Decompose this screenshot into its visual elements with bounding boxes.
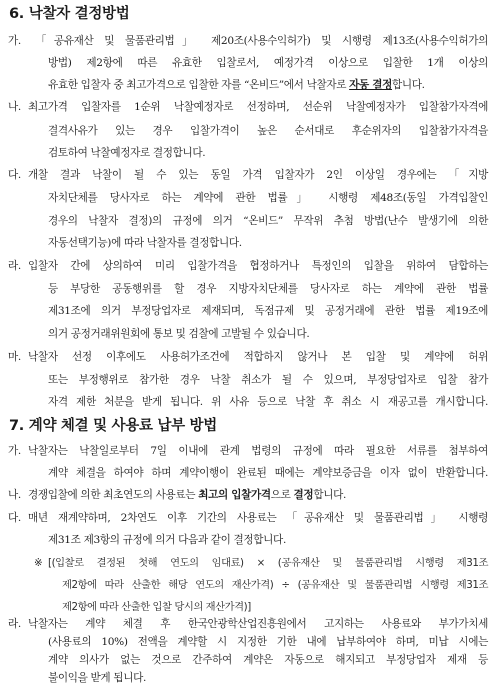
s7-note-line-1: ※ [(입찰로 결정된 첫해 연도의 임대료) × (공유재산 및 물품관리법 시행령 제31조 — [34, 557, 488, 569]
s6-item-ra-line-1: 라. 입찰자 간에 상의하여 미리 입찰가격을 협정하거나 특정인의 입찰을 위하여 담합하는 — [8, 260, 488, 272]
s6-item-ga-line-2: 방법) 제2항에 따른 유효한 입찰로서, 예정가격 이상으로 입찰한 1개 이상의 — [48, 57, 488, 69]
s7-item-ra-line-1: 라. 낙찰자는 계약 체결 후 한국안광학산업진흥원에서 고지하는 사용료와 부가가치세 — [8, 618, 488, 630]
item-marker: 나. — [8, 489, 21, 501]
item-marker: 다. — [8, 169, 21, 181]
emphasis-decision: 결정 — [293, 489, 314, 501]
s6-item-ga-line-3: 유효한 입찰자 중 최고가격으로 입찰한 자를 “온비드”에서 낙찰자로 자동 결정합니다. — [48, 79, 425, 91]
emphasis-auto-decision: 자동 결정 — [349, 79, 393, 91]
s7-item-ga-line-1: 가. 낙찰자는 낙찰일로부터 7일 이내에 관계 법령의 규정에 따라 필요한 서류를 첨부하여 — [8, 445, 488, 457]
s6-item-ma-line-3: 자격 제한 처분을 받게 됩니다. 위 사유 등으로 낙찰 후 취소 시 재공고를 개시합니다. — [48, 396, 488, 408]
s7-item-da-line-2: 제31조 제3항의 규정에 의거 다음과 같이 결정합니다. — [48, 534, 286, 546]
s6-item-ga-line-1: 가. 「공유재산 및 물품관리법」 제20조(사용수익허가) 및 시행령 제13조(사용수익허가의 — [8, 35, 488, 47]
s6-item-da-line-3: 경우의 낙찰자 결정)의 규정에 의거 “온비드” 무작위 추첨 방법(난수 발생기에 의한 — [48, 215, 488, 227]
s6-item-na-line-3: 검토하여 낙찰예정자로 결정합니다. — [48, 147, 206, 159]
emphasis-highest-bid: 최고의 입찰가격 — [198, 489, 271, 501]
s6-item-na-line-1: 나. 최고가격 입찰자를 1순위 낙찰예정자로 선정하며, 선순위 낙찰예정자가 입찰참가자격에 — [8, 101, 488, 113]
item-marker: 라. — [8, 260, 21, 272]
s7-note-line-3: 제2항에 따라 산출한 입찰 당시의 재산가격)] — [62, 601, 251, 613]
item-marker: 가. — [8, 35, 21, 47]
item-marker: 다. — [8, 512, 21, 524]
item-marker: 마. — [8, 351, 21, 363]
section-6-heading: 6. 낙찰자 결정방법 — [9, 6, 130, 22]
s7-item-da-line-1: 다. 매년 재계약하며, 2차연도 이후 기간의 사용료는 「공유재산 및 물품관리법」 시행령 — [8, 512, 488, 524]
item-marker: 가. — [8, 445, 21, 457]
s7-note-line-2: 제2항에 따라 산출한 해당 연도의 재산가격) ÷ (공유재산 및 물품관리법 시행령 제31조 — [62, 579, 488, 591]
s6-item-ra-line-3: 제31조에 의거 부정당업자로 제재되며, 독점규제 및 공정거래에 관한 법률 제19조에 — [48, 305, 488, 317]
s6-item-ra-line-2: 등 부당한 공동행위를 할 경우 지방자치단체를 당사자로 하는 계약에 관한 법률 — [48, 283, 488, 295]
s7-item-na-line-1: 나. 경쟁입찰에 의한 최초연도의 사용료는 최고의 입찰가격으로 결정합니다. — [8, 489, 346, 501]
s6-item-ma-line-2: 또는 부정행위로 참가한 경우 낙찰 취소가 될 수 있으며, 부정당업자로 입찰 참가 — [48, 374, 488, 386]
s6-item-da-line-2: 자치단체를 당사자로 하는 계약에 관한 법률」 시행령 제48조(동일 가격입찰인 — [48, 192, 488, 204]
s6-item-da-line-4: 자동선택기능)에 따라 낙찰자를 결정합니다. — [48, 237, 242, 249]
s7-item-ra-line-2: (사용료의 10%) 전액을 계약할 시 지정한 기한 내에 납부하여야 하며, 미납 시에는 — [48, 636, 488, 648]
s7-item-ra-line-3: 계약 의사가 없는 것으로 간주하여 계약은 자동으로 해지되고 부정당업자 제재 등 — [48, 654, 488, 666]
section-7-heading: 7. 계약 체결 및 사용료 납부 방법 — [9, 418, 217, 434]
s6-item-ma-line-1: 마. 낙찰자 선정 이후에도 사용허가조건에 적합하지 않거나 본 입찰 및 계약에 허위 — [8, 351, 488, 363]
s7-item-ra-line-4: 불이익을 받게 됩니다. — [48, 672, 147, 684]
reference-mark-icon: ※ — [34, 557, 43, 569]
item-marker: 나. — [8, 101, 21, 113]
s6-item-da-line-1: 다. 개찰 결과 낙찰이 될 수 있는 동일 가격 입찰자가 2인 이상일 경우에는 「지방 — [8, 169, 488, 181]
s6-item-ra-line-4: 의거 공정거래위원회에 통보 및 검찰에 고발될 수 있습니다. — [48, 328, 310, 340]
item-marker: 라. — [8, 618, 21, 630]
s7-item-ga-line-2: 계약 체결을 하여야 하며 계약이행이 완료된 때에는 계약보증금을 이자 없이 반환합니다. — [48, 467, 488, 479]
s6-item-na-line-2: 결격사유가 있는 경우 입찰가격이 높은 순서대로 후순위자의 입찰참가자격을 — [48, 125, 488, 137]
